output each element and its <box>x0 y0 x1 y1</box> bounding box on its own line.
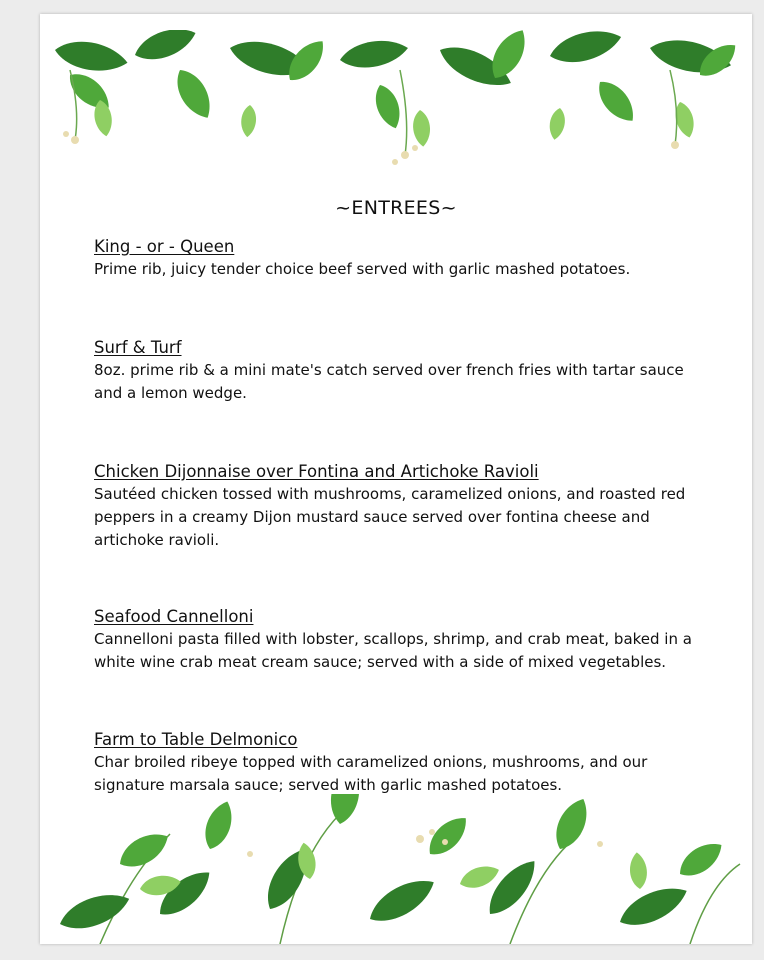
entree-item <box>94 336 704 405</box>
entree-name: Seafood Cannelloni <box>94 607 254 626</box>
entree-name: Surf & Turf <box>94 338 182 357</box>
section-title: ~ENTREES~ <box>335 197 457 219</box>
entree-item <box>94 460 704 552</box>
entree-item <box>94 235 704 281</box>
leaf-garland-top-decoration <box>40 30 752 180</box>
entree-name: King - or - Queen <box>94 237 235 256</box>
entree-item <box>94 728 704 797</box>
entree-description: Cannelloni pasta filled with lobster, scallops, shrimp, and crab meat, baked in a white wine crab meat cream sauce; served with a side of mixed vegetables. <box>94 630 692 671</box>
menu-page <box>40 14 752 944</box>
leaf-garland-bottom-decoration <box>40 794 752 944</box>
entree-description: Char broiled ribeye topped with caramelized onions, mushrooms, and our signature marsala sauce; served with garlic mashed potatoes. <box>94 753 648 794</box>
entree-item <box>94 605 704 674</box>
entree-name: Chicken Dijonnaise over Fontina and Artichoke Ravioli <box>94 462 539 481</box>
entree-description: Prime rib, juicy tender choice beef served with garlic mashed potatoes. <box>94 260 631 278</box>
entree-name: Farm to Table Delmonico <box>94 730 298 749</box>
entree-description: 8oz. prime rib & a mini mate's catch served over french fries with tartar sauce and a lemon wedge. <box>94 361 684 402</box>
entree-description: Sautéed chicken tossed with mushrooms, caramelized onions, and roasted red peppers in a creamy Dijon mustard sauce served over fontina cheese and artichoke ravioli. <box>94 485 686 549</box>
